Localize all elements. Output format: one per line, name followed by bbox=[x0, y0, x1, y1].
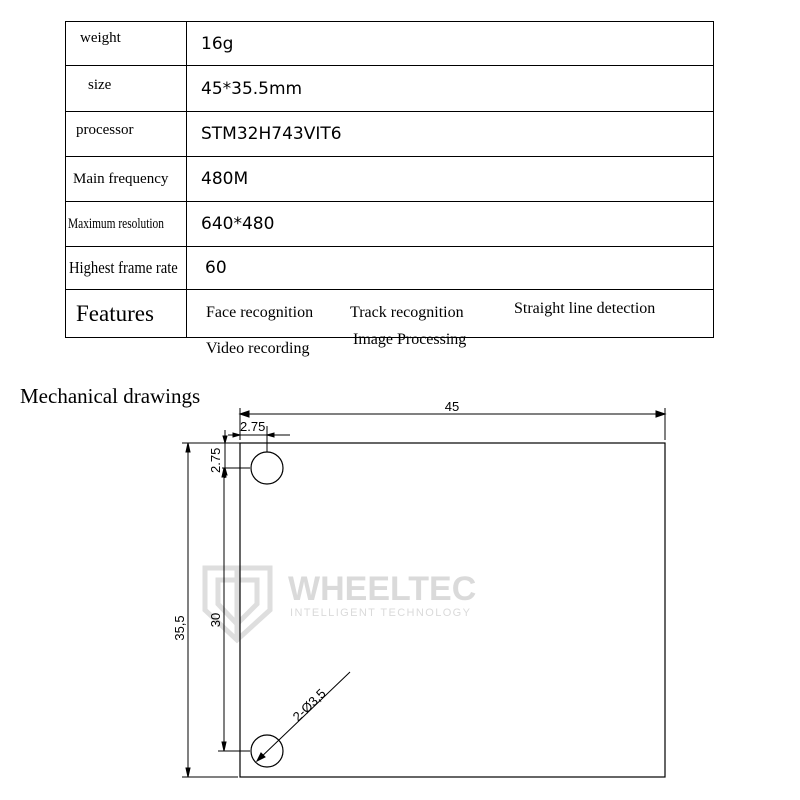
dim-offset-x-label: 2.75 bbox=[240, 419, 266, 434]
spec-value: 45*35.5mm bbox=[187, 66, 714, 112]
watermark-tagline: INTELLIGENT TECHNOLOGY bbox=[290, 607, 472, 619]
dim-offset-y-label: 2.75 bbox=[208, 447, 223, 473]
dim-height-label: 35,5 bbox=[172, 615, 187, 641]
spec-label-text: processor bbox=[76, 121, 134, 138]
dim-hole-spacing-label: 30 bbox=[208, 612, 223, 628]
section-title: Mechanical drawings bbox=[20, 384, 201, 408]
feature-image-processing: Image Processing bbox=[353, 331, 467, 348]
spec-label-text: Main frequency bbox=[73, 170, 169, 187]
spec-label-text: weight bbox=[80, 30, 121, 46]
watermark-brand: WHEELTEC bbox=[288, 570, 477, 608]
spec-label-text: size bbox=[88, 77, 112, 93]
dim-hole-label: 2-Ø3,5 bbox=[289, 685, 329, 725]
spec-value: STM32H743VIT6 bbox=[187, 112, 714, 157]
features-label: Features bbox=[66, 290, 187, 338]
dim-width-label: 45 bbox=[444, 399, 460, 414]
spec-value: 16g bbox=[187, 22, 714, 66]
feature-track-recognition: Track recognition bbox=[350, 304, 464, 321]
spec-value: 480M bbox=[187, 157, 714, 202]
spec-value: 640*480 bbox=[187, 202, 714, 247]
dim-height bbox=[182, 443, 238, 777]
feature-straight-line-detection: Straight line detection bbox=[514, 300, 656, 317]
dim-offset-y bbox=[222, 430, 250, 478]
watermark bbox=[205, 568, 476, 640]
wheeltec-logo-icon bbox=[205, 568, 270, 640]
feature-face-recognition: Face recognition bbox=[206, 304, 314, 321]
spec-value: 60 bbox=[187, 247, 714, 290]
spec-label-text: Maximum resolution bbox=[68, 215, 164, 232]
feature-video-recording: Video recording bbox=[206, 340, 310, 357]
spec-label-text: Highest frame rate bbox=[69, 258, 178, 277]
mounting-hole-top bbox=[251, 452, 283, 484]
